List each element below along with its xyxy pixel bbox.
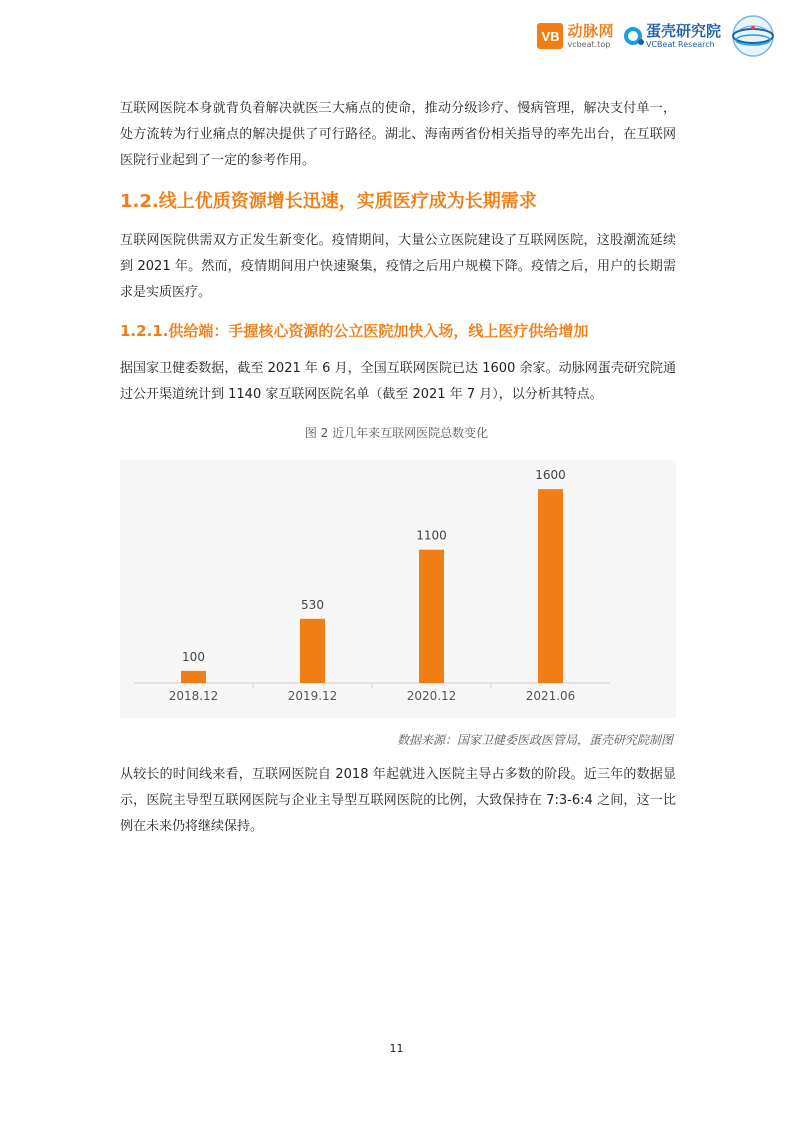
paragraph-intro: 互联网医院本身就背负着解决就医三大痛点的使命，推动分级诊疗、慢病管理，解决支付单一，处方流转为行业痛点的解决提供了可行路径。湖北、海南两省份相关指导的率先出台，在互联网医院行业起到了一定的参考作用。 [120,101,676,168]
data-label-2018.12: 100 [182,649,205,664]
header-logos [537,14,775,58]
vb-logo-icon: VB [537,23,563,49]
data-label-2020.12: 1100 [416,528,447,543]
bar-2020.12 [419,550,444,683]
bar-2021.06 [538,489,563,683]
paragraph-supply-demand: 互联网医院供需双方正发生新变化。疫情期间，大量公立医院建设了互联网医院，这股潮流延续到 2021 年。然而，疫情期间用户快速聚集，疫情之后用户规模下降。疫情之后，用户的长期需求是实质医疗。 [120,233,676,300]
vcbeat-name: 动脉网 [567,21,614,40]
vcbeat-research-logo [624,21,721,49]
paragraph-statistics: 据国家卫健委数据，截至 2021 年 6 月，全国互联网医院已达 1600 余家。动脉网蛋壳研究院通过公开渠道统计到 1140 家互联网医院名单（截至 2021 年 7 月），以分析其特点。 [120,361,676,402]
paragraph-ratio: 从较长的时间线来看，互联网医院自 2018 年起就进入医院主导占多数的阶段。近三年的数据显示，医院主导型互联网医院与企业主导型互联网医院的比例，大致保持在 7:3-6:4 之间，这一比例在未来仍将继续保持。 [120,767,676,834]
vcbeat-site: vcbeat.top [567,39,611,49]
subsection-heading-1-2-1: 1.2.1.供给端：手握核心资源的公立医院加快入场，线上医疗供给增加 [120,322,589,340]
data-source: 数据来源：国家卫健委医政医管局，蛋壳研究院制图 [396,733,673,747]
bar-2019.12 [300,619,325,683]
data-label-2019.12: 530 [301,597,324,612]
bar-chart [120,460,676,718]
research-sub: VCBeat Research [645,39,715,49]
globe-emblem-icon [731,14,775,58]
x-tick-label-2021.06: 2021.06 [525,689,576,703]
x-tick-label-2020.12: 2020.12 [406,689,457,703]
figure-caption: 图 2 近几年来互联网医院总数变化 [304,426,489,440]
eggshell-logo-icon [624,27,642,45]
bar-2018.12 [181,671,206,683]
x-tick-label-2018.12: 2018.12 [168,689,219,703]
vcbeat-logo [537,23,614,49]
section-heading-1-2: 1.2.线上优质资源增长迅速，实质医疗成为长期需求 [120,191,537,212]
data-label-2021.06: 1600 [535,468,566,483]
chart-container [120,460,676,718]
x-tick-label-2019.12: 2019.12 [287,689,338,703]
research-name: 蛋壳研究院 [645,21,721,40]
page-number: 11 [389,1042,404,1055]
